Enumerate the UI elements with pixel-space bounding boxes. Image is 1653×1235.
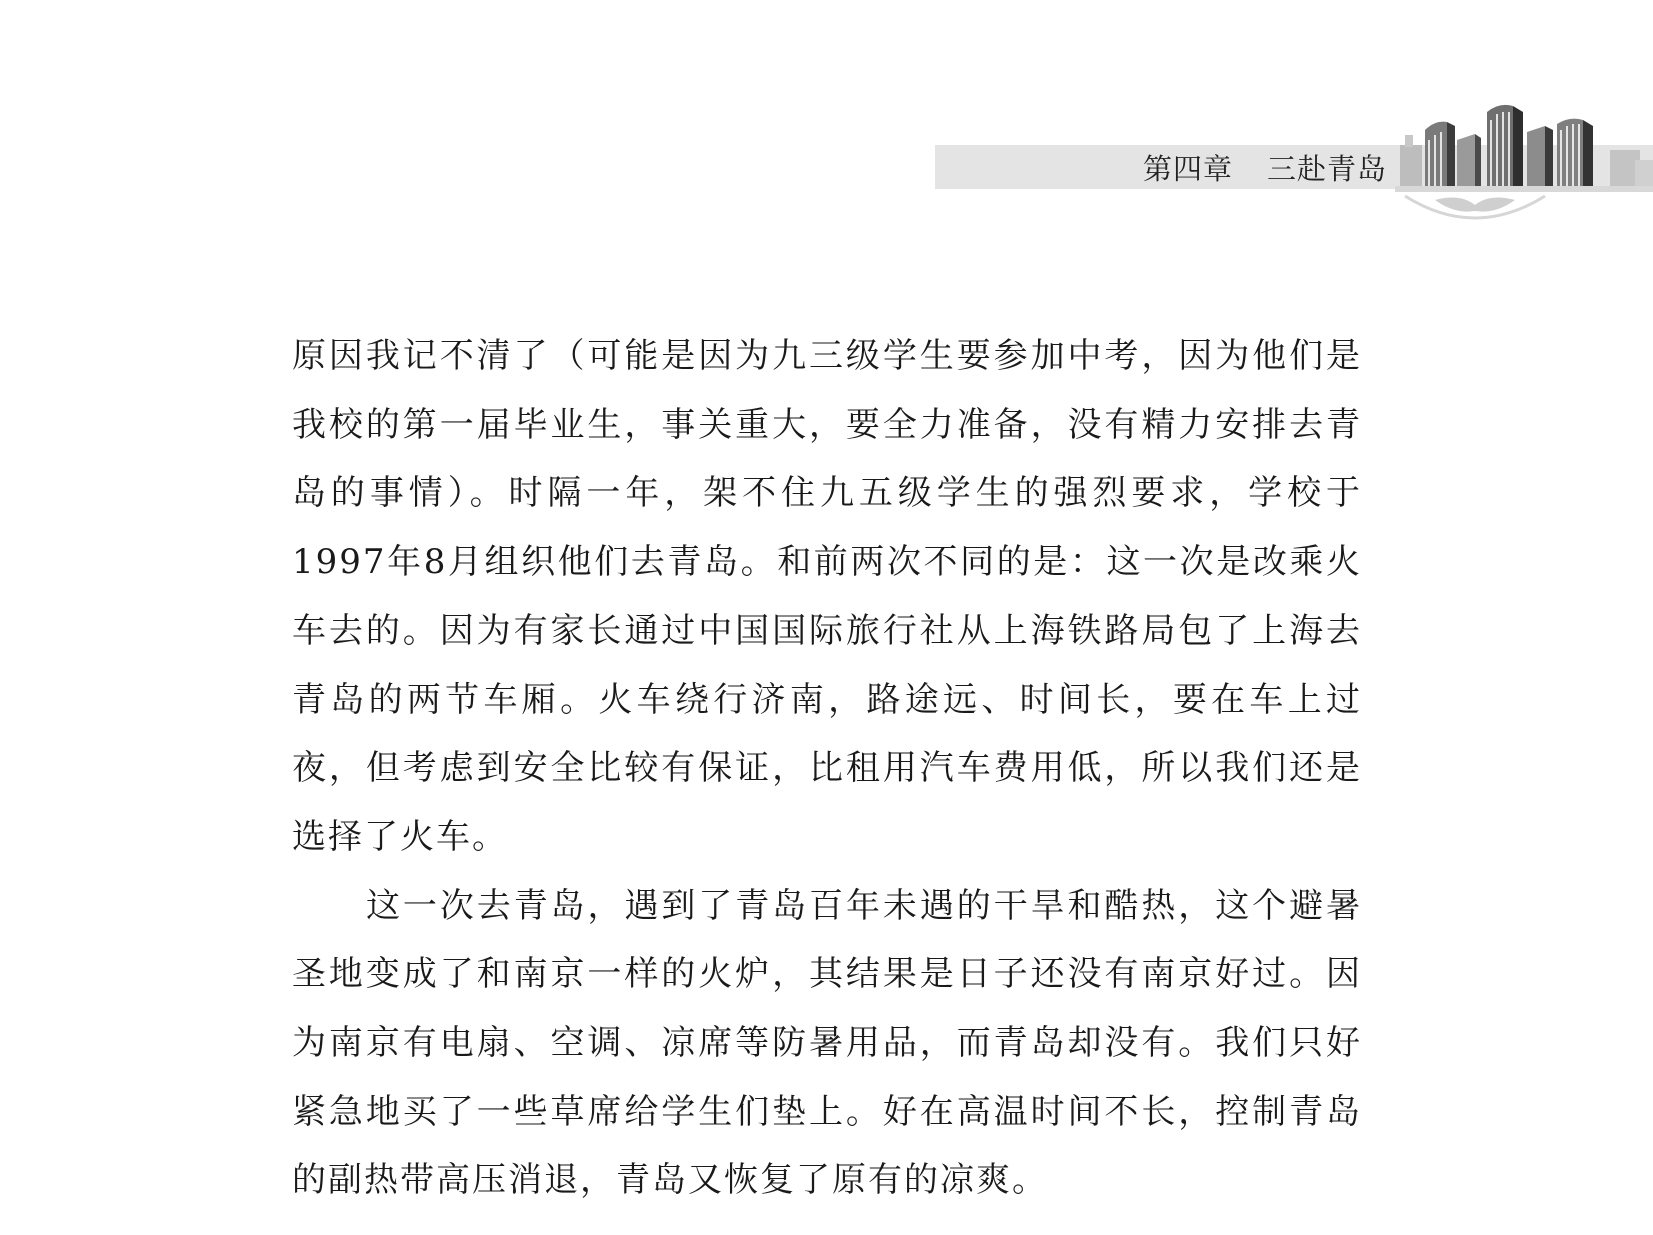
chapter-number: 第四章	[1143, 152, 1234, 186]
chapter-title: 三赴青岛	[1267, 152, 1388, 186]
running-header	[1143, 152, 1387, 186]
paragraph-2: 这一次去青岛，遇到了青岛百年未遇的干旱和酷热，这个避暑圣地变成了和南京一样的火炉，其结果是日子还没有南京好过。因为南京有电扇、空调、凉席等防暑用品，而青岛却没有。我们只好紧急地买了一些草席给学生们垫上。好在高温时间不长，控制青岛的副热带高压消退，青岛又恢复了原有的凉爽。	[292, 885, 1362, 1201]
main-text	[292, 322, 1362, 1215]
paragraph-1: 原因我记不清了（可能是因为九三级学生要参加中考，因为他们是我校的第一届毕业生，事关重大，要全力准备，没有精力安排去青岛的事情）。时隔一年，架不住九五级学生的强烈要求，学校于1997年8月组织他们去青岛。和前两次不同的是：这一次是改乘火车去的。因为有家长通过中国国际旅行社从上海铁路局包了上海去青岛的两节车厢。火车绕行济南，路途远、时间长，要在车上过夜，但考虑到安全比较有保证，比租用汽车费用低，所以我们还是选择了火车。	[292, 336, 1362, 857]
city-skyline-illustration	[1395, 100, 1653, 230]
